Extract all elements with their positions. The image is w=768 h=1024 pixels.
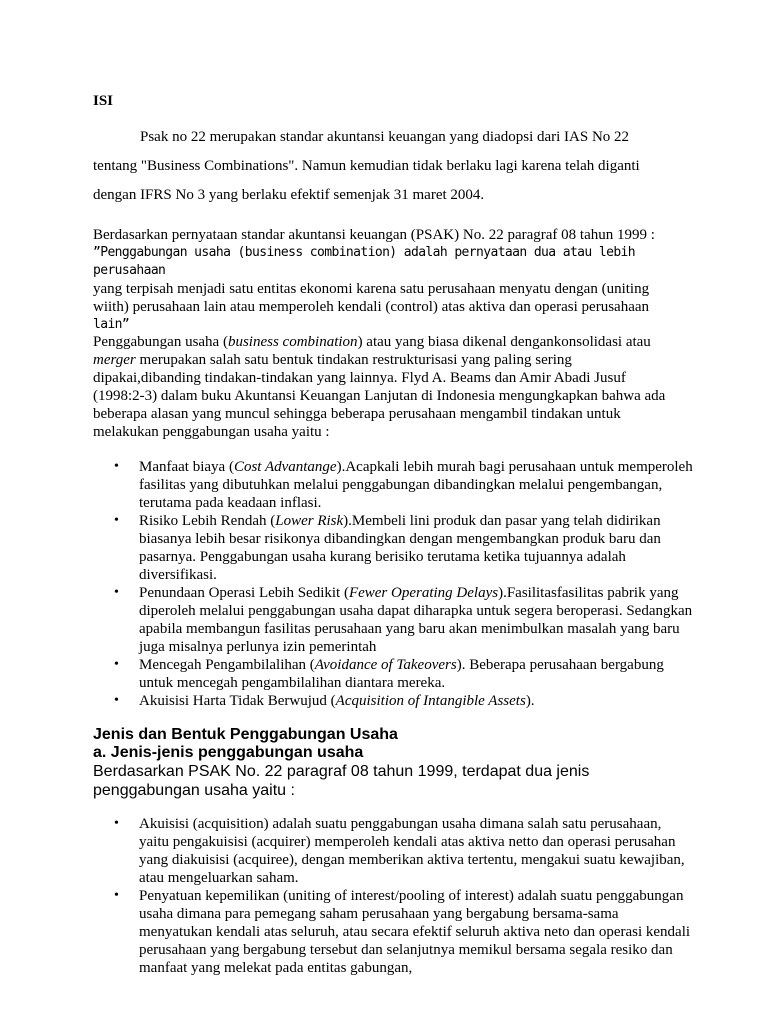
reason-text: Manfaat biaya (: [139, 459, 234, 475]
reason-italic: Lower Risk: [275, 513, 344, 529]
psak-line-1: Berdasarkan pernyataan standar akuntansi keuangan (PSAK) No. 22 paragraf 08 tahun 1999 :: [93, 227, 655, 243]
list-item: [93, 887, 693, 977]
type-text: Penyatuan kepemilikan (uniting of interest/pooling of interest) adalah suatu penggabungan usaha dimana para pemegang saham perusahaan yang bergabung bersama-sama menyatukan kendali atas seluruh, atau secara efektif seluruh aktiva neto dan operasi kendali perusahaan yang bergabung tersebut dan selanjutnya memikul bersama segala resiko dan manfaat yang melekat pada entitas gabungan,: [139, 888, 691, 976]
reason-italic: Cost Advantange: [233, 459, 337, 475]
psak-line-4: wiith) perusahaan lain atau memperoleh kendali (control) atas aktiva dan operasi perusahaan: [93, 299, 650, 315]
list-item: [93, 815, 693, 887]
intro-line-1-text: Psak no 22 merupakan standar akuntansi keuangan yang diadopsi dari IAS No 22: [140, 129, 630, 145]
para2-text-3: merupakan salah satu bentuk tindakan restrukturisasi yang paling sering dipakai,dibanding tindakan-tindakan yang lainnya. Flyd A. Beams dan Amir Abadi Jusuf (1998:2-3) dalam buku Akuntansi Keuangan Lanjutan di Indonesia mengungkapkan bahwa ada beberapa alasan yang muncul sehingga beberapa perusahaan mengambil tindakan untuk melakukan penggabungan usaha yaitu :: [93, 352, 666, 440]
bullet-icon: •: [114, 888, 119, 903]
list-item: [93, 512, 693, 584]
heading-isi: ISI: [93, 93, 114, 109]
reason-text: ). Beberapa perusahaan bergabung untuk mencegah pengambilalihan diantara mereka.: [139, 657, 664, 691]
bullet-icon: •: [114, 816, 119, 831]
reason-text: Mencegah Pengambilalihan (: [139, 657, 315, 673]
list-item: [93, 584, 693, 656]
reason-text: Penundaan Operasi Lebih Sedikit (: [139, 585, 349, 601]
psak-line-3: yang terpisah menjadi satu entitas ekonomi karena satu perusahaan menyatu dengan (uniting: [93, 281, 650, 297]
reason-text: Akuisisi Harta Tidak Berwujud (: [139, 693, 336, 709]
bullet-icon: •: [114, 513, 119, 528]
reason-text: ).Fasilitasfasilitas pabrik yang diperoleh melalui penggabungan usaha dapat diharapka untuk segera beroperasi. Sedangkan apabila membangun fasilitas perusahaan yang baru akan menimbulkan masalah yang baru juga misalnya perlunya izin pemerintah: [139, 585, 693, 655]
types-list: [93, 815, 693, 977]
type-text: Akuisisi (acquisition) adalah suatu penggabungan usaha dimana salah satu perusahaan, yaitu pengakuisisi (acquirer) memperoleh kendali atas aktiva netto dan operasi perusahan yang diakuisisi (acquiree), dengan memberikan aktiva tertentu, mengakui suatu kewajiban, atau mengeluarkan saham.: [139, 816, 685, 886]
section-title: Jenis dan Bentuk Penggabungan Usaha: [93, 726, 398, 743]
bullet-icon: •: [114, 657, 119, 672]
para2-text-2: ) atau yang biasa dikenal dengankonsolidasi atau: [357, 334, 651, 350]
intro-line-3: dengan IFRS No 3 yang berlaku efektif semenjak 31 maret 2004.: [93, 187, 485, 203]
bullet-icon: •: [114, 459, 119, 474]
psak-quote-line: ”Penggabungan usaha (business combination) adalah pernyataan dua atau lebih perusahaan: [93, 245, 636, 278]
reason-text: Risiko Lebih Rendah (: [139, 513, 276, 529]
business-combination-paragraph: [93, 333, 673, 441]
reason-italic: Avoidance of Takeovers: [314, 657, 457, 673]
reason-text: ).: [525, 693, 535, 709]
bullet-icon: •: [114, 693, 119, 708]
reason-italic: Acquisition of Intangible Assets: [335, 693, 526, 709]
reasons-list: [93, 458, 693, 710]
list-item: [93, 692, 693, 710]
para2-text-1: Penggabungan usaha (: [93, 334, 228, 350]
para2-italic-2: merger: [93, 352, 136, 368]
psak-line-5: lain”: [93, 317, 130, 332]
intro-line-1: [93, 123, 673, 152]
intro-paragraph: [93, 123, 673, 210]
bullet-icon: •: [114, 585, 119, 600]
list-item: [93, 656, 693, 692]
reason-text: ).Acapkali lebih murah bagi perusahaan untuk memperoleh fasilitas yang dibutuhkan melalui penggabungan dibandingkan melalui pengembangan, terutama pada keadaan inflasi.: [139, 459, 693, 511]
section-intro-text: Berdasarkan PSAK No. 22 paragraf 08 tahun 1999, terdapat dua jenis penggabungan usaha yaitu :: [93, 763, 590, 799]
section-subtitle: a. Jenis-jenis penggabungan usaha: [93, 744, 364, 761]
psak-definition-paragraph: [93, 226, 673, 334]
para2-italic-1: business combination: [227, 334, 358, 350]
reason-italic: Fewer Operating Delays: [348, 585, 499, 601]
list-item: [93, 458, 693, 512]
reason-text: ).Membeli lini produk dan pasar yang telah didirikan biasanya lebih besar risikonya dibandingkan dengan mengembangkan produk baru dan pasarnya. Penggabungan usaha kurang berisiko terutama ketika tujuannya adalah diversifikasi.: [139, 513, 661, 583]
intro-line-2: tentang "Business Combinations". Namun kemudian tidak berlaku lagi karena telah diganti: [93, 158, 640, 174]
